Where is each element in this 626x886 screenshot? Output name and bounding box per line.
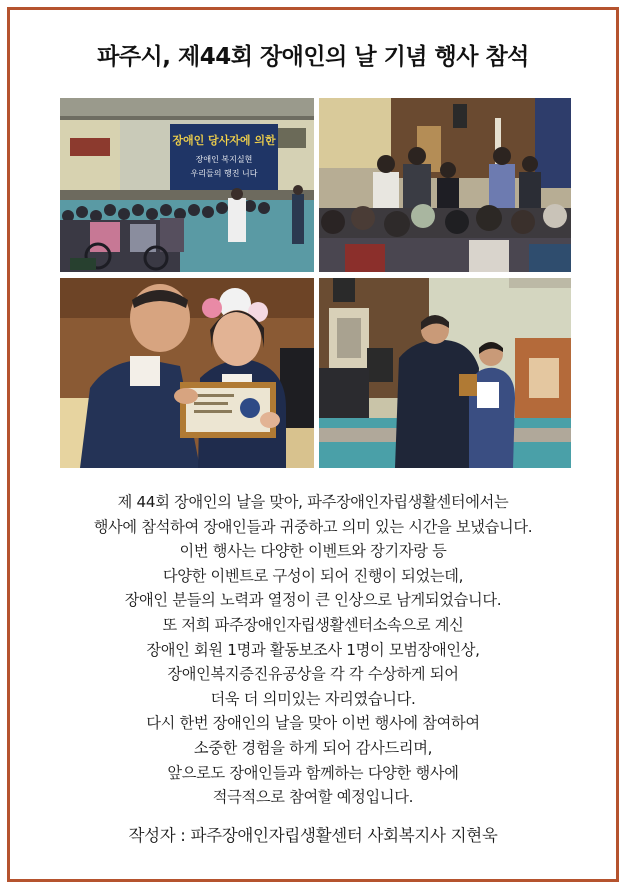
body-line: 다시 한번 장애인의 날을 맞아 이번 행사에 참여하여 xyxy=(146,714,480,733)
body-line: 앞으로도 장애인들과 함께하는 다양한 행사에 xyxy=(167,763,459,782)
body-line: 이번 행사는 다양한 이벤트와 장기자랑 등 xyxy=(179,542,447,561)
body-line: 제 44회 장애인의 날을 맞아, 파주장애인자립생활센터에서는 xyxy=(117,493,509,511)
body-line: 소중한 경험을 하게 되어 감사드리며, xyxy=(193,738,433,757)
banner-text-line1: 장애인 당사자에 의한 xyxy=(172,134,276,147)
body-line: 장애인 회원 1명과 활동보조사 1명이 모범장애인상, xyxy=(146,640,480,659)
body-line: 더욱 더 의미있는 자리였습니다. xyxy=(210,689,416,708)
body-line: 다양한 이벤트로 구성이 되어 진행이 되었는데, xyxy=(162,566,464,585)
body-line: 또 저희 파주장애인자립생활센터소속으로 계신 xyxy=(162,615,464,634)
article-body xyxy=(20,490,606,810)
body-line: 장애인복지증진유공상을 각 각 수상하게 되어 xyxy=(167,665,459,684)
body-line: 행사에 참석하여 장애인들과 귀중하고 의미 있는 시간을 보냈습니다. xyxy=(93,517,533,536)
photo-award-presentation xyxy=(319,278,571,468)
banner-text-line3: 우리들의 행진 니다 xyxy=(190,169,258,178)
body-line: 장애인 분들의 노력과 열정이 큰 인상으로 남게되었습니다. xyxy=(124,591,502,610)
page-title: 파주시, 제44회 장애인의 날 기념 행사 참석 xyxy=(97,44,529,70)
photo-award-plaque xyxy=(60,278,314,468)
body-line: 적극적으로 참여할 예정입니다. xyxy=(212,788,414,807)
photo-audience xyxy=(319,98,571,272)
author-credit: 작성자 : 파주장애인자립생활센터 사회복지사 지현욱 xyxy=(128,826,498,845)
photo-event-hall xyxy=(60,98,314,272)
banner-text-line2: 장애인 복지실현 xyxy=(195,155,253,164)
